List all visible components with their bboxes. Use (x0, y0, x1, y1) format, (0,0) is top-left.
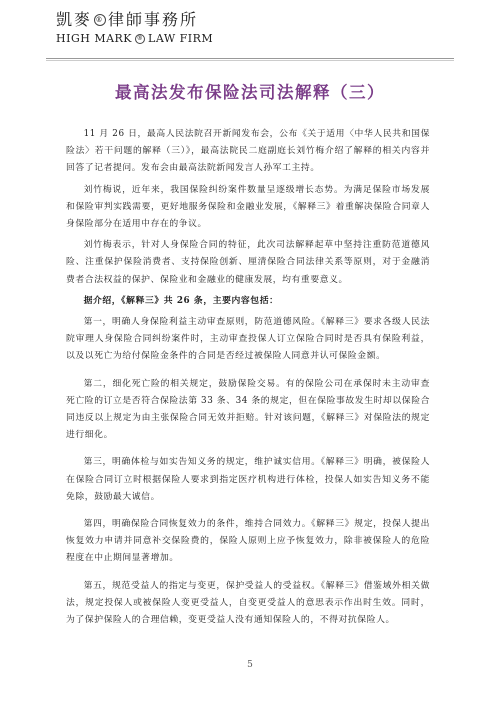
paragraph-point-1: 第一，明确人身保险利益主动审查原则，防范道德风险。《解释三》要求各级人民法院审理人身保险合同纠纷案件时，主动审查投保人订立保险合同时是否具有保险利益，以及以死亡为给付保险金条件的合同是否经过被保险人同意并认可保险金额。 (66, 317, 430, 362)
paragraph-point-2: 第二，细化死亡险的相关规定，鼓励保险交易。有的保险公司在承保时未主动审查死亡险的订立是否符合保险法第 33 条、34 条的规定，但在保险事故发生时却以保险合同违反以上规定为由主张保险合同无效并拒赔。针对该问题，《解释三》对保险法的规定进行细化。 (66, 378, 430, 441)
header-divider (46, 58, 454, 59)
logo-en-left: HIGH MARK (56, 32, 133, 45)
paragraph-point-3: 第三，明确体检与如实告知义务的规定，维护诚实信用。《解释三》明确，被保险人在保险合同订立时根据保险人要求到指定医疗机构进行体检，投保人如实告知义务不能免除，鼓励最大诚信。 (66, 457, 430, 502)
logo-english-name (56, 32, 256, 46)
logo-chinese-name (56, 10, 256, 30)
document-title: 最高法发布保险法司法解释（三） (115, 83, 385, 102)
registered-mark-icon: ® (94, 14, 106, 26)
registered-mark-small-icon: ® (136, 35, 144, 42)
paragraph-point-4: 第四，明确保险合同恢复效力的条件，维持合同效力。《解释三》规定，投保人提出恢复效力申请并同意补交保险费的，保险人原则上应予恢复效力，除非被保险人的危险程度在中止期间显著增加。 (66, 519, 430, 564)
page-number: 5 (247, 660, 253, 670)
paragraph-background: 刘竹梅说，近年来，我国保险纠纷案件数量呈逐级增长态势。为满足保险市场发展和保险审判实践需要，更好地服务保险和金融业发展，《解释三》着重解决保险合同章人身保险部分在适用中存在的争议。 (66, 184, 430, 230)
logo-cn-left: 凱麥 (56, 10, 93, 29)
document-body (66, 126, 430, 633)
paragraph-summary-lead: 据介绍，《解释三》共 26 条，主要内容包括： (83, 295, 279, 306)
paragraph-principles: 刘竹梅表示，针对人身保险合同的特征，此次司法解释起草中坚持注重防范道德风险、注重保护保险消费者、支持保险创新、厘清保险合同法律关系等原则，对于金融消费者合法权益的保护、保险业和金融业的健康发展，均有重要意义。 (66, 240, 430, 285)
paragraph-intro: 11 月 26 日，最高人民法院召开新闻发布会，公布《关于适用〈中华人民共和国保险法〉若干问题的解释（三）》，最高法院民二庭副庭长刘竹梅介绍了解释的相关内容并回答了记者提问。发布会由最高法院新闻发言人孙军工主持。 (66, 129, 430, 174)
paragraph-point-5: 第五，规范受益人的指定与变更，保护受益人的受益权。《解释三》借鉴域外相关做法，规定投保人或被保险人变更受益人，自变更受益人的意思表示作出时生效。同时，为了保护保险人的合理信赖，变更受益人没有通知保险人的，不得对抗保险人。 (66, 580, 430, 626)
law-firm-logo (56, 10, 256, 46)
header-divider-secondary (46, 60, 454, 61)
logo-en-right: LAW FIRM (148, 32, 214, 45)
logo-cn-right: 律師事務所 (108, 10, 199, 29)
